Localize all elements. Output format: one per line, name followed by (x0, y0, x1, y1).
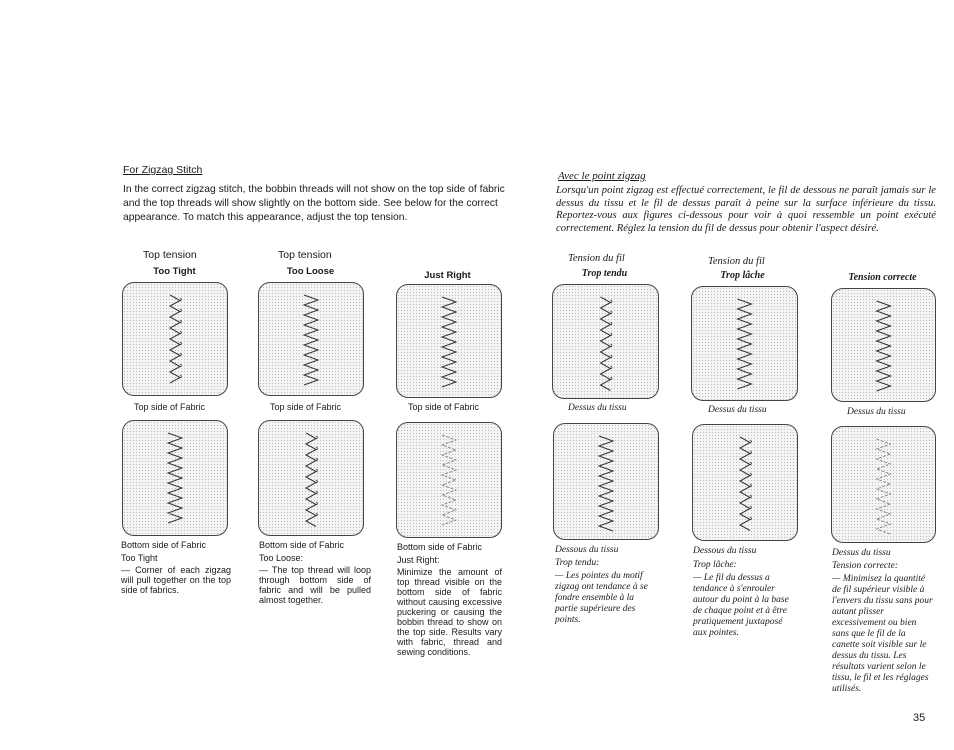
col-title-too-tight: Too Tight (153, 266, 196, 277)
fr-col-title-trop-tendu: Trop tendu (581, 268, 628, 279)
fabric-fr-bottom-trop-tendu (553, 423, 659, 540)
top-tension-label-2: Top tension (278, 249, 332, 261)
desc-title-just-right: Just Right: (397, 555, 440, 565)
zigzag-normal-stitch (554, 424, 658, 539)
fabric-top-just-right (396, 284, 502, 398)
caption-bottom-3: Bottom side of Fabric (397, 542, 483, 552)
caption-bottom-2: Bottom side of Fabric (259, 540, 345, 550)
zigzag-normal-stitch (123, 421, 227, 535)
zigzag-normal-stitch (832, 289, 935, 401)
zigzag-light-stitch (397, 423, 501, 537)
desc-just-right: Minimize the amount of top thread visible on the bottom side of fabric without causing excessive puckering or causing the bobbin thread to show on the top side. Results vary with fabric, thread and sewing conditions. (397, 567, 502, 657)
caption-bottom-1: Bottom side of Fabric (121, 540, 207, 550)
fabric-fr-top-trop-tendu (552, 284, 659, 399)
fr-desc-trop-tendu: — Les pointes du motif zigzag ont tendance à se fondre ensemble à la partie supérieure des points. (555, 571, 648, 625)
zigzag-tight-stitch (123, 283, 227, 395)
english-heading: For Zigzag Stitch (123, 164, 203, 176)
fabric-top-too-tight (122, 282, 228, 396)
fabric-bottom-too-tight (122, 420, 228, 536)
desc-title-too-tight: Too Tight (121, 553, 158, 563)
english-intro: In the correct zigzag stitch, the bobbin threads will not show on the top side of fabric and the top threads will show slightly on the bottom side. See below for the correct appearance. To match this appearance, adjust the top tension. (123, 184, 505, 223)
fabric-fr-bottom-tension-correcte (831, 426, 936, 543)
zigzag-normal-stitch (259, 283, 363, 395)
fr-desc-title-trop-lache: Trop lâche: (693, 560, 737, 570)
fr-caption-top-3: Dessus du tissu (847, 407, 906, 417)
fr-col-title-tension-correcte: Tension correcte (848, 272, 917, 283)
fabric-fr-top-tension-correcte (831, 288, 936, 402)
zigzag-tight-stitch (553, 285, 658, 398)
caption-top-1: Top side of Fabric (134, 402, 206, 412)
fr-col-title-trop-lache: Trop lâche (720, 270, 765, 281)
fr-desc-title-trop-tendu: Trop tendu: (555, 558, 600, 568)
fr-caption-top-2: Dessus du tissu (708, 405, 767, 415)
col-title-just-right: Just Right (424, 270, 471, 281)
fr-caption-top-1: Dessus du tissu (568, 403, 627, 413)
fabric-bottom-just-right (396, 422, 502, 538)
french-intro: Lorsqu'un point zigzag est effectué correctement, le fil de dessous ne paraît jamais sur le dessus du tissu et le fil de dessus paraît à peine sur la surface inférieure du tissu. Reportez-vous aux figures ci-dessous pour voir à quoi ressemble un point exécuté correctement. Réglez la tension du fil de dessus pour obtenir l'aspect désiré. (556, 185, 936, 234)
fr-desc-tension-correcte: — Minimisez la quantité de fil supérieur visible à l'envers du tissu sans pour autant plisser excessivement ou bien sans que le fil de la canette soit visible sur le dessus du tissu. Les résultats varient selon le tissu, le fil et les réglages utilisés. (832, 574, 933, 694)
caption-top-2: Top side of Fabric (270, 402, 342, 412)
col-title-too-loose: Too Loose (286, 266, 335, 277)
fabric-fr-top-trop-lache (691, 286, 798, 401)
zigzag-tight-stitch (693, 425, 797, 540)
fabric-top-too-loose (258, 282, 364, 396)
fabric-bottom-too-loose (258, 420, 364, 536)
fr-caption-bottom-3: Dessus du tissu (832, 548, 891, 558)
page-number: 35 (913, 712, 926, 724)
caption-top-3: Top side of Fabric (408, 402, 480, 412)
fr-desc-title-tension-correcte: Tension correcte: (832, 561, 899, 571)
fr-desc-trop-lache: — Le fil du dessus a tendance à s'enrouler autour du point à la base de chaque point et à être pratiquement juxtaposé aux pointes. (693, 573, 789, 638)
zigzag-light-stitch (832, 427, 935, 542)
desc-too-tight: — Corner of each zigzag will pull together on the top side of fabrics. (121, 565, 231, 595)
french-heading: Avec le point zigzag (558, 170, 646, 182)
tension-label-fr-2: Tension du fil (708, 256, 765, 267)
zigzag-normal-stitch (397, 285, 501, 397)
tension-label-fr-1: Tension du fil (568, 253, 625, 264)
desc-too-loose: — The top thread will loop through bottom side of fabric and will be pulled almost together. (259, 565, 371, 605)
desc-title-too-loose: Too Loose: (259, 553, 304, 563)
top-tension-label-1: Top tension (143, 249, 197, 261)
zigzag-tight-stitch (259, 421, 363, 535)
fabric-fr-bottom-trop-lache (692, 424, 798, 541)
fr-caption-bottom-2: Dessous du tissu (693, 546, 757, 556)
fr-caption-bottom-1: Dessous du tissu (555, 545, 619, 555)
zigzag-normal-stitch (692, 287, 797, 400)
